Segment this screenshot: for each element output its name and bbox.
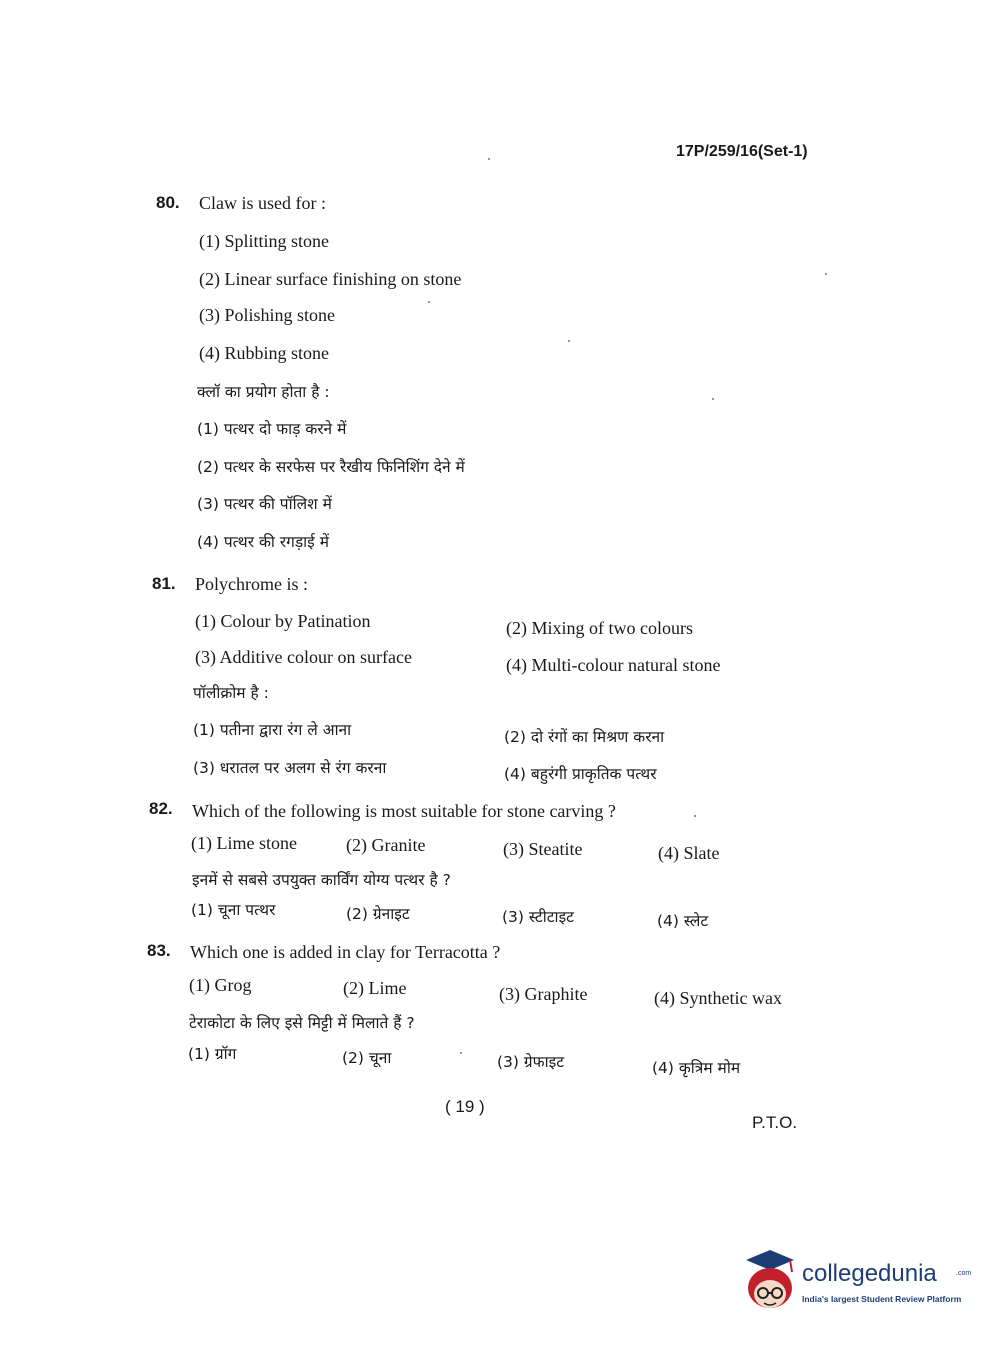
pto-label: P.T.O.: [752, 1113, 798, 1132]
question-81-text-en: Polychrome is :: [195, 574, 308, 594]
question-number-80: 80.: [156, 193, 180, 212]
q83-option-4-en: (4) Synthetic wax: [654, 988, 782, 1008]
q81-option-1-en: (1) Colour by Patination: [195, 611, 371, 631]
q82-option-4-hi: (4) स्लेट: [657, 912, 709, 930]
q81-option-3-hi: (3) धरातल पर अलग से रंग करना: [193, 759, 387, 777]
q80-option-3-hi: (3) पत्थर की पॉलिश में: [197, 495, 332, 513]
brand-tagline: India's largest Student Review Platform: [802, 1294, 962, 1304]
q80-option-1-en: (1) Splitting stone: [199, 231, 329, 251]
mascot-icon: [740, 1248, 800, 1314]
question-83-text-hi: टेराकोटा के लिए इसे मिट्टी में मिलाते हैं ?: [189, 1014, 415, 1032]
question-81-text-hi: पॉलीक्रोम है :: [193, 684, 269, 702]
question-82-text-hi: इनमें से सबसे उपयुक्त कार्विंग योग्य पत्थर है ?: [192, 871, 451, 889]
q80-option-4-en: (4) Rubbing stone: [199, 343, 329, 363]
question-number-82: 82.: [149, 799, 173, 818]
brand-suffix: .com: [956, 1270, 972, 1277]
paper-code: 17P/259/16(Set-1): [676, 143, 808, 160]
question-82-text-en: Which of the following is most suitable for stone carving ?: [192, 801, 616, 821]
q82-option-4-en: (4) Slate: [658, 843, 720, 863]
q82-option-1-en: (1) Lime stone: [191, 833, 297, 853]
q82-option-1-hi: (1) चूना पत्थर: [191, 901, 276, 919]
q80-option-1-hi: (1) पत्थर दो फाड़ करने में: [197, 420, 347, 438]
q83-option-3-hi: (3) ग्रेफाइट: [497, 1053, 565, 1071]
q81-option-3-en: (3) Additive colour on surface: [195, 647, 412, 667]
q81-option-2-en: (2) Mixing of two colours: [506, 618, 693, 638]
q80-option-2-en: (2) Linear surface finishing on stone: [199, 269, 462, 289]
q83-option-1-en: (1) Grog: [189, 975, 252, 995]
question-number-81: 81.: [152, 574, 176, 593]
q82-option-2-hi: (2) ग्रेनाइट: [346, 905, 410, 923]
q81-option-2-hi: (2) दो रंगों का मिश्रण करना: [504, 728, 665, 746]
q81-option-4-hi: (4) बहुरंगी प्राकृतिक पत्थर: [504, 765, 657, 783]
q82-option-3-hi: (3) स्टीटाइट: [502, 908, 574, 926]
q80-option-2-hi: (2) पत्थर के सरफेस पर रैखीय फिनिशिंग देने में: [197, 458, 465, 476]
q81-option-1-hi: (1) पतीना द्वारा रंग ले आना: [193, 721, 352, 739]
q82-option-2-en: (2) Granite: [346, 835, 426, 855]
page-number: ( 19 ): [445, 1097, 485, 1116]
q82-option-3-en: (3) Steatite: [503, 839, 583, 859]
q81-option-4-en: (4) Multi-colour natural stone: [506, 655, 721, 675]
collegedunia-watermark: [740, 1248, 970, 1318]
brand-name: collegedunia: [802, 1260, 937, 1287]
q83-option-3-en: (3) Graphite: [499, 984, 588, 1004]
q80-option-4-hi: (4) पत्थर की रगड़ाई में: [197, 533, 329, 551]
question-80-text-en: Claw is used for :: [199, 193, 326, 213]
q83-option-4-hi: (4) कृत्रिम मोम: [652, 1059, 741, 1077]
question-80-text-hi: क्लॉ का प्रयोग होता है :: [197, 383, 330, 401]
q83-option-2-en: (2) Lime: [343, 978, 407, 998]
q83-option-1-hi: (1) ग्रॉग: [188, 1045, 237, 1063]
q80-option-3-en: (3) Polishing stone: [199, 305, 336, 325]
q83-option-2-hi: (2) चूना: [342, 1049, 392, 1067]
question-number-83: 83.: [147, 941, 171, 960]
question-83-text-en: Which one is added in clay for Terracotta ?: [190, 942, 501, 962]
